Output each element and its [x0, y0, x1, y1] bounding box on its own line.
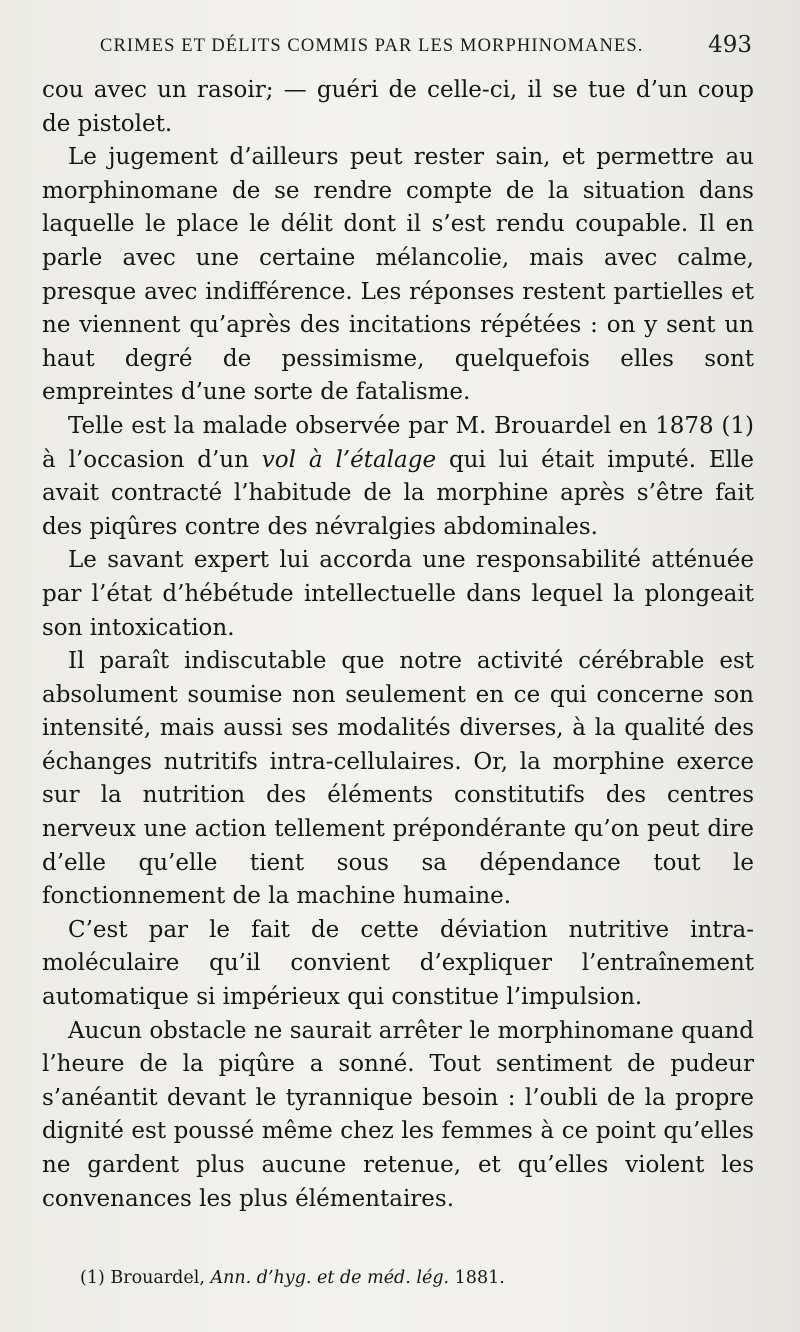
paragraph-continuation: cou avec un rasoir; — guéri de celle-ci, il se tue d’un coup de pistolet.: [42, 77, 754, 137]
running-head: CRIMES ET DÉLITS COMMIS PAR LES MORPHINOMANES.: [100, 36, 644, 56]
paragraph-brouardel-case: [42, 410, 754, 544]
italic-phrase: vol à l’étalage: [261, 446, 437, 473]
page-number: 493: [708, 32, 752, 58]
paragraph-expert: Le savant expert lui accorda une responsabilité atténuée par l’état d’hébétude intellectuelle dans lequel la plongeait son intoxication.: [42, 547, 754, 641]
paragraph-deviation: C’est par le fait de cette déviation nutritive intra-moléculaire qu’il convient d’expliquer l’entraînement automatique si impérieux qui constitue l’impulsion.: [42, 916, 754, 1011]
paragraph-obstacle: Aucun obstacle ne saurait arrêter le morphinomane quand l’heure de la piqûre a sonné. Tout sentiment de pudeur s’anéantit devant le tyrannique besoin : l’oubli de la propre dignité est poussé même chez les femmes à ce point qu’elles ne gardent plus aucune retenue, et qu’elles violent les convenances les plus élémentaires.: [42, 1017, 754, 1212]
paragraph-brouardel-text-a: Telle est la malade observée par M. Brouardel en 1878 (1) à l’occasion d’un: [42, 412, 754, 473]
page-header: [100, 30, 752, 66]
paragraph-cerebral-activity: Il paraît indiscutable que notre activité cérébrable est absolument soumise non seulement en ce qui concerne son intensité, mais aussi ses modalités diverses, à la qualité des échanges nutritifs intra-cellulaires. Or, la morphine exerce sur la nutrition des éléments constitutifs des centres nerveux une action tellement prépondérante qu’on peut dire d’elle qu’elle tient sous sa dépendance tout le fonctionnement de la machine humaine.: [42, 648, 754, 910]
footnote-author: (1) Brouardel,: [80, 1268, 211, 1288]
body-text: [42, 74, 754, 1216]
footnote: [80, 1266, 760, 1290]
footnote-year: 1881.: [449, 1268, 505, 1288]
footnote-journal: Ann. d’hyg. et de méd. lég.: [210, 1268, 450, 1288]
paragraph-judgement: Le jugement d’ailleurs peut rester sain, et permettre au morphinomane de se rendre compte de la situation dans laquelle le place le délit dont il s’est rendu coupable. Il en parle avec une certaine mélancolie, mais avec calme, presque avec indifférence. Les réponses restent partielles et ne viennent qu’après des incitations répétées : on y sent un haut degré de pessimisme, quelquefois elles sont empreintes d’une sorte de fatalisme.: [42, 144, 754, 406]
paragraph-brouardel-text-b: qui lui était imputé. Elle avait contracté l’habitude de la morphine après s’être fait des piqûres contre des névralgies abdominales.: [42, 446, 754, 540]
